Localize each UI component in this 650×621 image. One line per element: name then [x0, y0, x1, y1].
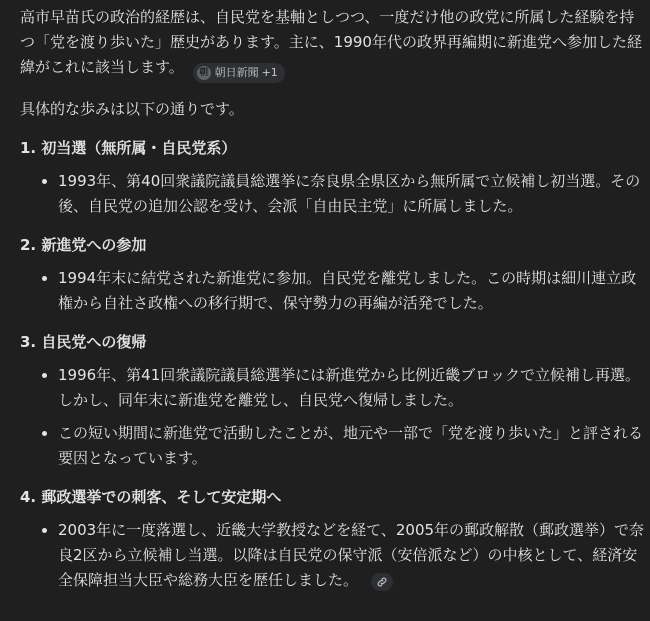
- source-chip[interactable]: [193, 63, 285, 83]
- link-icon[interactable]: [371, 573, 393, 591]
- section-list: [20, 266, 650, 316]
- section-list: [20, 363, 650, 471]
- section-4: [20, 485, 650, 593]
- section-heading: 3. 自民党への復帰: [20, 333, 147, 351]
- section-3: [20, 330, 650, 471]
- intro-paragraph: [20, 5, 648, 83]
- section-heading: 2. 新進党への参加: [20, 236, 147, 254]
- list-item: [20, 421, 646, 471]
- section-heading: 1. 初当選（無所属・自民党系）: [20, 139, 237, 157]
- list-item: [20, 266, 646, 316]
- section-2: [20, 233, 650, 316]
- list-item: [20, 363, 646, 413]
- intro-text: 高市早苗氏の政治的経歴は、自民党を基軸としつつ、一度だけ他の政党に所属した経験を持つ「党を渡り歩いた」歴史があります。主に、1990年代の政界再編期に新進党へ参加した経緯がこれに該当します。: [20, 8, 642, 76]
- lead-paragraph: 具体的な歩みは以下の通りです。: [20, 100, 244, 118]
- link-icon-glyph: [376, 576, 388, 588]
- source-chip-more: +1: [261, 66, 278, 79]
- bullet-dot-icon: [42, 431, 47, 436]
- section-list: [20, 169, 650, 219]
- list-item-text: 2003年に一度落選し、近畿大学教授などを経て、2005年の郵政解散（郵政選挙）で奈良2区から立候補し当選。以降は自民党の保守派（安倍派など）の中核として、経済安全保障担当大臣や総務大臣を歴任しました。: [58, 521, 645, 589]
- chat-response: [20, 5, 650, 593]
- bullet-dot-icon: [42, 373, 47, 378]
- bullet-dot-icon: [42, 276, 47, 281]
- bullet-dot-icon: [42, 528, 47, 533]
- list-item-text: 1993年、第40回衆議院議員総選挙に奈良県全県区から無所属で立候補し初当選。その後、自民党の追加公認を受け、会派「自由民主党」に所属しました。: [58, 172, 641, 215]
- section-heading: 4. 郵政選挙での刺客、そして安定期へ: [20, 488, 282, 506]
- list-item-text: 1996年、第41回衆議院議員総選挙には新進党から比例近畿ブロックで立候補し再選。しかし、同年末に新進党を離党し、自民党へ復帰しました。: [58, 366, 640, 409]
- list-item-text: この短い期間に新進党で活動したことが、地元や一部で「党を渡り歩いた」と評される要因となっています。: [58, 424, 644, 467]
- newspaper-logo-icon: 朝: [197, 66, 211, 80]
- bullet-dot-icon: [42, 179, 47, 184]
- section-1: [20, 136, 650, 219]
- section-list: [20, 518, 650, 593]
- list-item-text: 1994年末に結党された新進党に参加。自民党を離党しました。この時期は細川連立政権から自社さ政権への移行期で、保守勢力の再編が活発でした。: [58, 269, 637, 312]
- list-item: [20, 169, 646, 219]
- list-item: [20, 518, 646, 593]
- source-chip-label: 朝日新聞: [214, 66, 259, 79]
